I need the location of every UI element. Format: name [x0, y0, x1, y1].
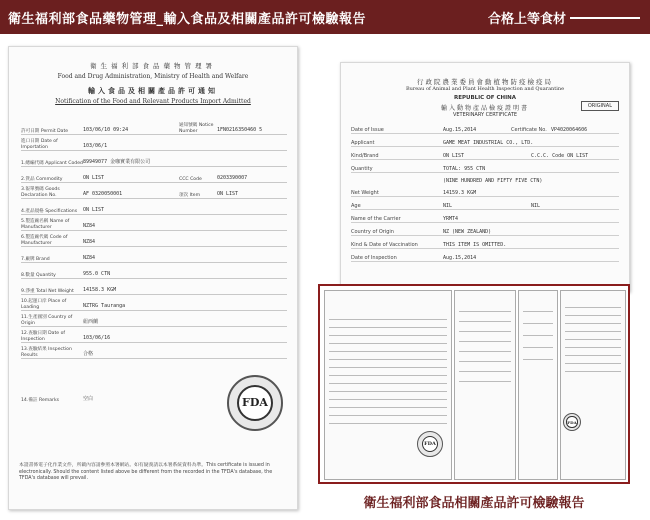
field-label: Kind/Brand [351, 153, 379, 159]
field-label: 8.數量 Quantity [21, 272, 56, 278]
field-value: 14158.3 KGM [83, 287, 117, 293]
field-label: Name of the Carrier [351, 216, 401, 222]
mini-vet-thumbnail [454, 290, 516, 480]
vet-applicant-row [351, 136, 619, 147]
field-label: Certificate No. [511, 127, 547, 133]
field-label: Date of Issue [351, 127, 384, 133]
field-value: 103/06/10 09:24 [83, 127, 129, 133]
field-value: NIL [531, 203, 541, 209]
vet-quantity-row [351, 162, 619, 173]
field-label: 7.廠牌 Brand [21, 256, 50, 262]
manufacturer-row [21, 215, 287, 231]
vet-carrier-row [351, 212, 619, 223]
field-value: TOTAL: 955 CTN [443, 166, 486, 172]
vet-weight-row [351, 186, 619, 197]
vet-age-row [351, 199, 619, 210]
mini-table-thumbnail [560, 290, 626, 480]
field-value: NIL [443, 203, 453, 209]
field-label: 10.起運口岸 Place of Loading [21, 299, 67, 310]
field-value: NZ84 [83, 239, 96, 245]
issue-date-row [351, 123, 619, 134]
field-value: 103/06/1 [83, 143, 108, 149]
field-value: 0203390007 [217, 175, 248, 181]
header-divider [570, 17, 640, 19]
field-label: Kind & Date of Vaccination [351, 242, 418, 248]
manufacturer-code-row [21, 231, 287, 247]
mini-fda-seal-text: FDA [422, 436, 439, 453]
permit-date-row [21, 119, 287, 135]
mini-seal-icon [563, 413, 581, 431]
quantity-row [21, 263, 287, 279]
field-label: 9.淨重 Total Net Weight [21, 288, 74, 294]
field-label: 1.總編代碼 Applicant Coded [21, 160, 83, 166]
permit-footnote: 本證書係電子化作業文件，所載內容請參照本署網站。如有疑義請以本署系統資料為準。This certificate is issued in electronically. Should the content listed above be different from the recorded in the TFDA's database, the TFDA's database will prevail. [19, 463, 273, 481]
field-value: THIS ITEM IS OMITTED. [443, 242, 507, 248]
import-date-row [21, 135, 287, 151]
field-label: Quantity [351, 166, 373, 172]
field-value: ON LIST [83, 175, 105, 181]
field-value: NZ84 [83, 223, 96, 229]
vet-agency-en: Bureau of Animal and Plant Health Inspection and Quarantine [405, 86, 565, 92]
field-value: AF 0320050001 [83, 191, 123, 197]
inspection-result-row [21, 343, 287, 359]
field-label: 通知號碼 Notice Number [179, 123, 214, 134]
field-value: 1FN0216350460 5 [217, 127, 263, 133]
vet-origin-row [351, 225, 619, 236]
field-label: 4.產品規格 Specifications [21, 208, 78, 214]
field-label: 項次 Item [179, 192, 201, 198]
document-collage-frame [318, 284, 630, 484]
vet-certificate-document [340, 62, 630, 292]
commodity-row [21, 167, 287, 183]
field-value: YRMT4 [443, 216, 459, 222]
mini-list-thumbnail [518, 290, 558, 480]
vet-vaccination-row [351, 238, 619, 249]
field-value: C.C.C. Code ON LIST [531, 153, 589, 159]
field-value: VP4020064606 [551, 127, 588, 133]
declaration-row [21, 183, 287, 199]
field-label: Age [351, 203, 361, 209]
vet-country: REPUBLIC OF CHINA [453, 95, 517, 101]
field-label: 進口日期 Date of Importation [21, 139, 58, 150]
agency-cn: 衛生福利部食品藥物管理署 [90, 62, 216, 70]
field-label: 11.生產國別 Country of Origin [21, 315, 73, 326]
permit-fields [21, 119, 287, 403]
field-label: 3.報單號碼 Goods Declaration No. [21, 187, 60, 198]
mini-permit-thumbnail [324, 290, 452, 480]
vet-cert-title-cn: 輸入動物產品檢疫證明書 [440, 105, 529, 112]
field-value: 89949077 金咖實業有限公司 [83, 159, 151, 165]
fda-permit-document [8, 46, 298, 510]
mini-fda-seal-icon [417, 431, 443, 457]
field-value: 紐西蘭 [83, 319, 99, 325]
applicant-row [21, 151, 287, 167]
field-label: 5.製造廠名稱 Name of Manufacturer [21, 219, 70, 230]
field-value: ON LIST [443, 153, 465, 159]
mini-seal-text: FDA [566, 416, 577, 427]
net-weight-row [21, 279, 287, 295]
spec-row [21, 199, 287, 215]
field-value: NZTRG Tauranga [83, 303, 126, 309]
field-label: CCC Code [179, 176, 202, 182]
field-value: 空白 [83, 396, 94, 402]
field-label: 13.查驗結果 Inspection Results [21, 347, 72, 358]
field-value: ON LIST [83, 207, 105, 213]
field-value: 103/06/16 [83, 335, 111, 341]
field-label: Date of Inspection [351, 255, 397, 261]
field-value: 14159.3 KGM [443, 190, 477, 196]
inspection-date-row [21, 327, 287, 343]
field-label: Applicant [351, 140, 375, 146]
field-label: 2.貨品 Commodity [21, 176, 63, 182]
vet-agency-cn: 行政院農業委員會動植物防疫檢疫局 [417, 78, 553, 86]
field-label: 許可日期 Permit Date [21, 128, 69, 134]
vet-inspection-row [351, 251, 619, 262]
vet-quantity-words-row [351, 173, 619, 184]
original-stamp: ORIGINAL [581, 101, 619, 111]
brand-row [21, 247, 287, 263]
field-label: Country of Origin [351, 229, 394, 235]
field-value: Aug.15,2014 [443, 127, 477, 133]
field-value: GAME MEAT INDUSTRIAL CO., LTD. [443, 140, 534, 146]
field-value: ON LIST [217, 191, 239, 197]
agency-en: Food and Drug Administration, Ministry of Health and Welfare [57, 73, 249, 80]
vet-kind-row [351, 149, 619, 160]
header-bar [0, 0, 650, 34]
loading-row [21, 295, 287, 311]
field-label: 12.查驗日期 Date of Inspection [21, 331, 66, 342]
quality-badge: 合格上等食材 [487, 12, 566, 27]
field-value: 955.0 CTN [83, 271, 111, 277]
page-title: 衛生福利部食品藥物管理_輸入食品及相關產品許可檢驗報告 [8, 12, 367, 27]
permit-title-cn: 輸入食品及相關產品許可通知 [88, 87, 218, 95]
vet-cert-title-en: VETERINARY CERTIFICATE [452, 112, 518, 118]
fda-seal-text: FDA [237, 385, 273, 421]
origin-row [21, 311, 287, 327]
collage-caption: 衛生福利部食品相關產品許可檢驗報告 [363, 496, 585, 511]
field-label: 14.備註 Remarks [21, 397, 59, 403]
field-value: 合格 [83, 351, 94, 357]
field-label: 6.製造廠代碼 Code of Manufacturer [21, 235, 68, 246]
field-value: NZ84 [83, 255, 96, 261]
permit-title-en: Notification of the Food and Relevant Products Import Admitted [55, 98, 251, 105]
field-value: (NINE HUNDRED AND FIFTY FIVE CTN) [443, 178, 543, 184]
fda-seal-icon [227, 375, 283, 431]
field-value: NZ (NEW ZEALAND) [443, 229, 492, 235]
field-value: Aug.15,2014 [443, 255, 477, 261]
field-label: Net Weight [351, 190, 379, 196]
